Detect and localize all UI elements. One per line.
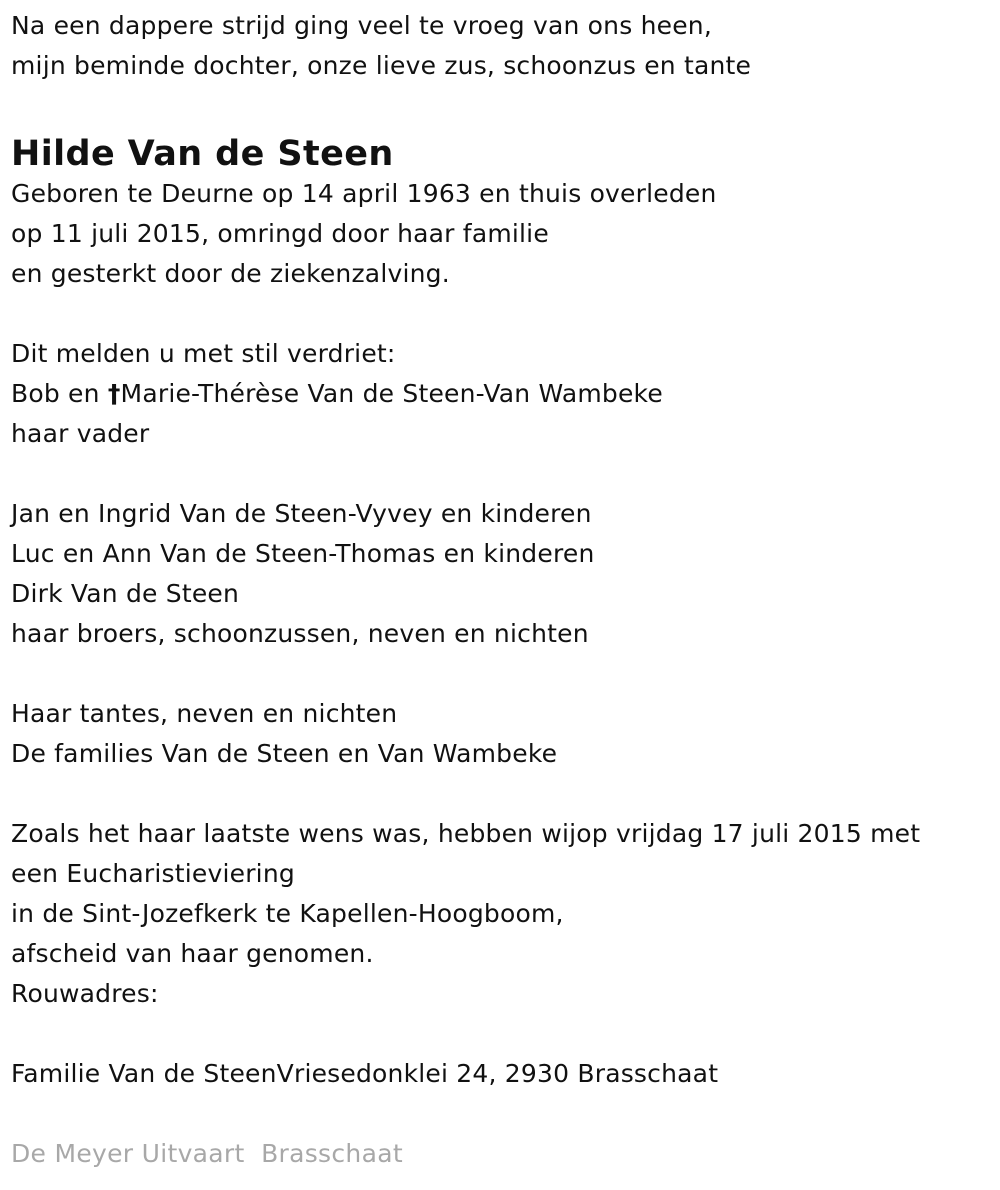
ceremony-line-1: Zoals het haar laatste wens was, hebben wijop vrijdag 17 juli 2015 met	[11, 819, 921, 848]
announcers-heading: Dit melden u met stil verdriet:	[11, 339, 396, 368]
sibling-line-2: Luc en Ann Van de Steen-Thomas en kinderen	[11, 539, 595, 568]
ceremony-line-4: afscheid van haar genomen.	[11, 939, 374, 968]
parents-line	[11, 374, 991, 414]
spacer	[11, 86, 991, 134]
spacer	[11, 454, 991, 494]
siblings-role: haar broers, schoonzussen, neven en nichten	[11, 619, 589, 648]
ceremony-line-2: een Eucharistieviering	[11, 859, 295, 888]
spacer	[11, 654, 991, 694]
deceased-name: Hilde Van de Steen	[11, 134, 394, 174]
ceremony-line-3: in de Sint-Jozefkerk te Kapellen-Hoogboom,	[11, 899, 564, 928]
sibling-line-1: Jan en Ingrid Van de Steen-Vyvey en kinderen	[11, 499, 592, 528]
birth-line: Geboren te Deurne op 14 april 1963 en thuis overleden	[11, 179, 717, 208]
sacrament-line: en gesterkt door de ziekenzalving.	[11, 259, 450, 288]
intro-line-2: mijn beminde dochter, onze lieve zus, schoonzus en tante	[11, 51, 752, 80]
spacer	[11, 294, 991, 334]
parents-names: Marie-Thérèse Van de Steen-Van Wambeke	[120, 379, 663, 408]
death-notice	[11, 6, 991, 1094]
sibling-line-3: Dirk Van de Steen	[11, 579, 240, 608]
funeral-home-credit: De Meyer Uitvaart Brasschaat	[11, 1139, 403, 1168]
cross-icon: †	[107, 379, 121, 408]
mourning-address: Familie Van de SteenVriesedonklei 24, 2930 Brasschaat	[11, 1059, 719, 1088]
address-heading: Rouwadres:	[11, 979, 159, 1008]
death-line: op 11 juli 2015, omringd door haar familie	[11, 219, 549, 248]
relatives-line-2: De families Van de Steen en Van Wambeke	[11, 739, 558, 768]
relatives-line-1: Haar tantes, neven en nichten	[11, 699, 398, 728]
spacer	[11, 774, 991, 814]
parents-prefix: Bob en	[11, 379, 108, 408]
spacer	[11, 1014, 991, 1054]
parents-role: haar vader	[11, 419, 150, 448]
intro-line-1: Na een dappere strijd ging veel te vroeg van ons heen,	[11, 11, 712, 40]
